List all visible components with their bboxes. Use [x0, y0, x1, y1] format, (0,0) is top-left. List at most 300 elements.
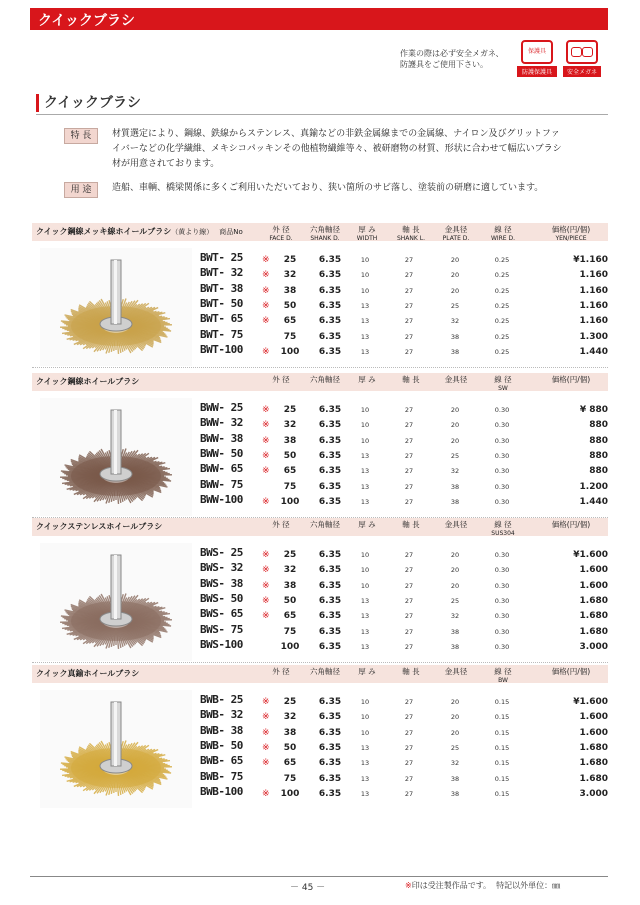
cell-price: 880: [589, 450, 608, 461]
cell-face: 75: [283, 626, 297, 637]
cell-plate: 20: [450, 256, 460, 264]
product-model: BWB-100: [200, 784, 243, 798]
column-header-en: FACE D.: [269, 235, 293, 242]
cell-face: 25: [283, 255, 297, 265]
cell-plate: 32: [450, 612, 460, 621]
cell-plate: 20: [450, 581, 460, 590]
cell-wire: 0.25: [494, 347, 510, 356]
column-header-label: 価格(円/個): [551, 375, 591, 384]
wheel-brush-photo: [40, 398, 192, 516]
cell-face: 75: [283, 331, 297, 342]
cell-plate: 38: [450, 627, 460, 636]
cell-plate: 20: [450, 406, 460, 414]
made-to-order-mark: ※: [262, 742, 270, 753]
cell-face: 38: [283, 580, 297, 591]
column-header-price: [535, 225, 607, 243]
cell-shank: 6.35: [318, 611, 342, 622]
cell-plate: 38: [450, 789, 460, 798]
wheel-brush-icon: [40, 690, 192, 808]
cell-shankl: 27: [404, 286, 414, 295]
column-header-shankl: [393, 520, 429, 529]
cell-plate: 20: [450, 566, 460, 575]
cell-price: 1.160: [579, 316, 608, 327]
cell-shank: 6.35: [318, 742, 342, 753]
cell-face: 32: [283, 565, 297, 576]
column-header-plate: [435, 667, 477, 676]
wheel-brush-icon: [40, 543, 192, 661]
cell-width: 13: [360, 482, 370, 491]
cell-wire: 0.25: [494, 332, 510, 341]
product-model: BWW- 38: [200, 431, 243, 445]
cell-shankl: 27: [404, 774, 414, 783]
product-model: BWT- 75: [200, 327, 243, 341]
cell-width: 13: [360, 332, 370, 341]
column-header-en: WIRE D.: [490, 235, 516, 242]
cell-shank: 6.35: [318, 712, 342, 723]
cell-wire: 0.30: [494, 467, 510, 476]
cell-price: 1.680: [579, 611, 608, 622]
product-model: BWT-100: [200, 342, 243, 356]
cell-width: 10: [360, 581, 370, 590]
cell-width: 13: [360, 627, 370, 636]
cell-width: 10: [360, 271, 370, 280]
cell-width: 10: [360, 436, 370, 445]
cell-wire: 0.30: [494, 551, 510, 559]
cell-wire: 0.15: [494, 713, 510, 722]
page-number: － 45 －: [290, 883, 326, 893]
cell-shank: 6.35: [318, 758, 342, 769]
cell-shank: 6.35: [318, 550, 342, 560]
cell-shank: 6.35: [318, 405, 342, 415]
column-header-face: [262, 667, 300, 676]
product-model: BWW-100: [200, 492, 243, 506]
cell-face: 65: [283, 316, 297, 327]
cell-face: 25: [283, 550, 297, 560]
column-header-shankl: [393, 225, 429, 243]
cell-shankl: 27: [404, 581, 414, 590]
cell-shankl: 27: [404, 482, 414, 491]
cell-shank: 6.35: [318, 697, 342, 707]
product-model: BWS- 25: [200, 546, 243, 559]
cell-shankl: 27: [404, 698, 414, 706]
cell-shank: 6.35: [318, 595, 342, 606]
made-to-order-mark: ※: [262, 316, 270, 327]
cell-width: 13: [360, 497, 370, 506]
column-header-width: [350, 225, 384, 243]
cell-plate: 38: [450, 774, 460, 783]
safety-note: 作業の際は必ず安全メガネ、 防護具をご使用下さい。: [400, 49, 504, 69]
group-name-sub: （黄より線）: [171, 228, 214, 236]
column-header-shank: [300, 375, 350, 384]
cell-shankl: 27: [404, 497, 414, 506]
column-header-label: 軸 長: [402, 225, 420, 234]
cell-width: 10: [360, 286, 370, 295]
cell-width: 13: [360, 301, 370, 310]
group-name-main: クイックステンレスホイールブラシ: [36, 522, 163, 531]
cell-width: 13: [360, 743, 370, 752]
cell-price: 1.680: [579, 595, 608, 606]
cell-wire: 0.25: [494, 286, 510, 295]
section-divider: [36, 114, 608, 115]
footer-divider: [30, 876, 608, 877]
cell-shank: 6.35: [318, 727, 342, 738]
cell-width: 10: [360, 421, 370, 430]
cell-price: ¥1.160: [573, 255, 608, 265]
made-to-order-mark: ※: [262, 496, 270, 507]
cell-price: 880: [589, 466, 608, 477]
group-name: [36, 227, 243, 237]
cell-plate: 20: [450, 421, 460, 430]
made-to-order-mark: ※: [262, 346, 270, 357]
product-model: BWW- 50: [200, 446, 243, 460]
column-header-label: 外 径: [272, 520, 290, 529]
cell-shankl: 27: [404, 451, 414, 460]
group-divider: [32, 367, 608, 368]
cell-shankl: 27: [404, 642, 414, 651]
footnote: ※印は受注製作品です。 特記以外単位：㎜: [405, 881, 561, 890]
column-header-label: 軸 長: [402, 667, 420, 676]
cell-plate: 38: [450, 642, 460, 651]
cell-face: 75: [283, 773, 297, 784]
cell-price: 1.680: [579, 773, 608, 784]
cell-shankl: 27: [404, 406, 414, 414]
column-header-wire: [480, 225, 526, 243]
cell-plate: 38: [450, 347, 460, 356]
column-header-plate: [435, 520, 477, 529]
model-label: 商品No: [219, 228, 243, 236]
cell-shankl: 27: [404, 436, 414, 445]
cell-wire: 0.30: [494, 497, 510, 506]
cell-price: 1.680: [579, 758, 608, 769]
product-model: BWT- 25: [200, 251, 243, 264]
cell-width: 13: [360, 317, 370, 326]
made-to-order-mark: ※: [262, 405, 270, 415]
cell-shankl: 27: [404, 332, 414, 341]
cell-shank: 6.35: [318, 626, 342, 637]
made-to-order-mark: ※: [262, 450, 270, 461]
cell-price: 1.160: [579, 285, 608, 296]
column-header-label: 厚 み: [358, 375, 376, 384]
cell-width: 13: [360, 774, 370, 783]
cell-price: 1.600: [579, 580, 608, 591]
column-header-price: [535, 667, 607, 676]
made-to-order-mark: ※: [262, 611, 270, 622]
cell-face: 100: [280, 346, 300, 357]
cell-plate: 38: [450, 482, 460, 491]
cell-shank: 6.35: [318, 255, 342, 265]
column-header-label: 軸 長: [402, 375, 420, 384]
column-header-label: 厚 み: [358, 225, 376, 234]
cell-shankl: 27: [404, 347, 414, 356]
cell-price: ¥1.600: [573, 550, 608, 560]
column-header-plate: [435, 375, 477, 384]
cell-shank: 6.35: [318, 496, 342, 507]
column-header-price: [535, 375, 607, 384]
column-header-label: 価格(円/個): [551, 225, 591, 234]
column-header-label: 線 径: [494, 225, 512, 234]
cell-wire: 0.30: [494, 421, 510, 430]
cell-shank: 6.35: [318, 481, 342, 492]
made-to-order-mark: ※: [262, 420, 270, 431]
cell-price: ¥ 880: [579, 405, 608, 415]
cell-wire: 0.15: [494, 774, 510, 783]
safety-glasses-label: 安全メガネ: [563, 66, 601, 77]
product-model: BWS- 75: [200, 622, 243, 636]
cell-price: 1.600: [579, 727, 608, 738]
group-divider: [32, 662, 608, 663]
cell-wire: 0.30: [494, 566, 510, 575]
header-title: クイックブラシ: [38, 13, 136, 29]
cell-face: 50: [283, 595, 297, 606]
column-header-label: 金具径: [444, 520, 468, 529]
cell-width: 13: [360, 451, 370, 460]
cell-plate: 20: [450, 698, 460, 706]
wire-material: BW: [498, 677, 508, 684]
cell-wire: 0.15: [494, 743, 510, 752]
cell-plate: 20: [450, 551, 460, 559]
cell-price: ¥1.600: [573, 697, 608, 707]
cell-face: 50: [283, 300, 297, 311]
made-to-order-mark: ※: [262, 565, 270, 576]
column-header-wire: [480, 375, 526, 393]
wire-material: SUS304: [491, 530, 515, 537]
safety-glasses-sign: [563, 40, 601, 78]
cell-plate: 25: [450, 596, 460, 605]
cell-shank: 6.35: [318, 466, 342, 477]
product-model: BWS- 38: [200, 576, 243, 590]
cell-width: 13: [360, 612, 370, 621]
cell-shank: 6.35: [318, 316, 342, 327]
column-header-label: 線 径: [494, 667, 512, 676]
column-header-label: 軸 長: [402, 520, 420, 529]
made-to-order-mark: ※: [262, 550, 270, 560]
protective-gear-sign: [517, 40, 557, 78]
column-header-price: [535, 520, 607, 529]
cell-face: 65: [283, 466, 297, 477]
cell-plate: 25: [450, 743, 460, 752]
cell-shank: 6.35: [318, 450, 342, 461]
protective-gear-label: 防護保護具: [517, 66, 557, 77]
made-to-order-mark: ※: [262, 466, 270, 477]
cell-face: 32: [283, 712, 297, 723]
column-header-label: 価格(円/個): [551, 667, 591, 676]
protective-gear-icon: 保護具: [521, 40, 553, 64]
column-header-en: SHANK L.: [396, 235, 425, 242]
column-header-label: 線 径: [494, 520, 512, 529]
made-to-order-mark: ※: [262, 435, 270, 446]
column-header-en: PLATE D.: [442, 235, 470, 242]
cell-price: 3.000: [579, 641, 608, 652]
product-model: BWW- 65: [200, 462, 243, 476]
cell-shankl: 27: [404, 728, 414, 737]
cell-width: 10: [360, 256, 370, 264]
cell-width: 10: [360, 713, 370, 722]
cell-face: 50: [283, 450, 297, 461]
header-bar: [30, 8, 608, 30]
made-to-order-mark: ※: [262, 697, 270, 707]
product-model: BWS- 65: [200, 607, 243, 621]
cell-face: 32: [283, 420, 297, 431]
cell-width: 10: [360, 566, 370, 575]
cell-plate: 20: [450, 713, 460, 722]
cell-face: 25: [283, 405, 297, 415]
cell-wire: 0.15: [494, 759, 510, 768]
product-model: BWB- 25: [200, 693, 243, 706]
cell-shank: 6.35: [318, 331, 342, 342]
made-to-order-mark: ※: [262, 300, 270, 311]
cell-price: 1.160: [579, 270, 608, 281]
features-tag: 特 長: [64, 128, 98, 144]
wheel-brush-photo: [40, 690, 192, 808]
cell-shankl: 27: [404, 596, 414, 605]
wheel-brush-photo: [40, 248, 192, 366]
cell-shank: 6.35: [318, 420, 342, 431]
usage-tag: 用 途: [64, 182, 98, 198]
cell-face: 100: [280, 641, 300, 652]
product-model: BWS- 32: [200, 561, 243, 575]
wire-material: SW: [498, 385, 508, 392]
cell-price: 880: [589, 435, 608, 446]
made-to-order-mark: ※: [262, 727, 270, 738]
cell-plate: 20: [450, 728, 460, 737]
cell-wire: 0.15: [494, 698, 510, 706]
cell-wire: 0.30: [494, 406, 510, 414]
column-header-face: [262, 520, 300, 529]
cell-shank: 6.35: [318, 435, 342, 446]
cell-price: 1.600: [579, 712, 608, 723]
made-to-order-mark: ※: [262, 595, 270, 606]
made-to-order-mark: ※: [262, 788, 270, 799]
usage-text: 造船、車輌、橋梁関係に多くご利用いただいており、狭い箇所のサビ落し、塗装前の研磨に適しています。: [112, 183, 544, 193]
cell-shankl: 27: [404, 256, 414, 264]
cell-face: 65: [283, 611, 297, 622]
cell-plate: 20: [450, 436, 460, 445]
column-header-label: 外 径: [272, 667, 290, 676]
cell-width: 10: [360, 551, 370, 559]
cell-shank: 6.35: [318, 641, 342, 652]
column-header-shankl: [393, 375, 429, 384]
column-header-en: YEN/PIECE: [555, 235, 587, 242]
column-header-width: [350, 667, 384, 676]
product-model: BWT- 38: [200, 281, 243, 295]
product-model: BWW- 32: [200, 416, 243, 430]
column-header-width: [350, 375, 384, 384]
cell-face: 38: [283, 285, 297, 296]
column-header-en: SHANK D.: [310, 235, 340, 242]
cell-face: 50: [283, 742, 297, 753]
product-model: BWW- 25: [200, 401, 243, 414]
cell-shankl: 27: [404, 713, 414, 722]
wheel-brush-icon: [40, 398, 192, 516]
made-to-order-mark: ※: [262, 270, 270, 281]
column-header-label: 六角軸径: [310, 375, 340, 384]
cell-shankl: 27: [404, 421, 414, 430]
cell-plate: 25: [450, 451, 460, 460]
column-header-label: 金具径: [444, 667, 468, 676]
group-name-main: クイック鋼線ホイールブラシ: [36, 377, 140, 386]
product-model: BWS- 50: [200, 591, 243, 605]
cell-width: 10: [360, 728, 370, 737]
cell-plate: 32: [450, 759, 460, 768]
column-header-en: WIDTH: [356, 235, 378, 242]
wheel-brush-photo: [40, 543, 192, 661]
product-model: BWB- 38: [200, 723, 243, 737]
cell-face: 32: [283, 270, 297, 281]
made-to-order-mark: ※: [262, 712, 270, 723]
cell-shankl: 27: [404, 612, 414, 621]
features-text: 材質選定により、鋼線、鉄線からステンレス、真鍮などの非鉄金属線までの金属線、ナイロン及びグリットファ イバーなどの化学繊維、メキシコパッキンその他植物繊維等々、被研磨物の材質、形状に合わせて幅広いブラシ 材が用意されております。: [112, 129, 562, 169]
cell-shank: 6.35: [318, 270, 342, 281]
made-to-order-mark: ※: [262, 285, 270, 296]
cell-wire: 0.30: [494, 596, 510, 605]
column-header-label: 厚 み: [358, 520, 376, 529]
column-header-label: 価格(円/個): [551, 520, 591, 529]
cell-shank: 6.35: [318, 565, 342, 576]
cell-width: 13: [360, 347, 370, 356]
section-title: クイックブラシ: [36, 94, 141, 112]
cell-shankl: 27: [404, 467, 414, 476]
wheel-brush-icon: [40, 248, 192, 366]
cell-price: 1.440: [579, 496, 608, 507]
cell-shankl: 27: [404, 759, 414, 768]
group-name: [36, 377, 139, 387]
made-to-order-mark: ※: [262, 255, 270, 265]
column-header-width: [350, 520, 384, 529]
column-header-label: 金具径: [444, 225, 468, 234]
cell-price: 1.200: [579, 481, 608, 492]
column-header-face: [262, 225, 300, 243]
cell-wire: 0.30: [494, 451, 510, 460]
group-name-main: クイック真鍮ホイールブラシ: [36, 669, 140, 678]
group-name: [36, 669, 139, 679]
column-header-shank: [300, 225, 350, 243]
cell-face: 75: [283, 481, 297, 492]
column-header-wire: [480, 520, 526, 538]
cell-price: 880: [589, 420, 608, 431]
cell-shankl: 27: [404, 743, 414, 752]
column-header-label: 外 径: [272, 375, 290, 384]
cell-shankl: 27: [404, 789, 414, 798]
cell-wire: 0.30: [494, 627, 510, 636]
product-model: BWS-100: [200, 637, 243, 651]
product-model: BWT- 32: [200, 266, 243, 280]
cell-wire: 0.15: [494, 728, 510, 737]
cell-shankl: 27: [404, 317, 414, 326]
product-model: BWB- 32: [200, 708, 243, 722]
cell-face: 65: [283, 758, 297, 769]
cell-face: 100: [280, 496, 300, 507]
cell-plate: 20: [450, 271, 460, 280]
cell-plate: 32: [450, 467, 460, 476]
made-to-order-mark: ※: [405, 881, 412, 890]
cell-width: 13: [360, 759, 370, 768]
cell-price: 1.160: [579, 300, 608, 311]
cell-face: 100: [280, 788, 300, 799]
column-header-label: 外 径: [272, 225, 290, 234]
product-model: BWB- 75: [200, 769, 243, 783]
cell-wire: 0.15: [494, 789, 510, 798]
cell-width: 13: [360, 789, 370, 798]
cell-wire: 0.30: [494, 642, 510, 651]
cell-shank: 6.35: [318, 773, 342, 784]
cell-price: 1.680: [579, 742, 608, 753]
column-header-label: 線 径: [494, 375, 512, 384]
cell-price: 1.300: [579, 331, 608, 342]
cell-plate: 20: [450, 286, 460, 295]
cell-wire: 0.30: [494, 436, 510, 445]
cell-shankl: 27: [404, 566, 414, 575]
cell-shank: 6.35: [318, 788, 342, 799]
